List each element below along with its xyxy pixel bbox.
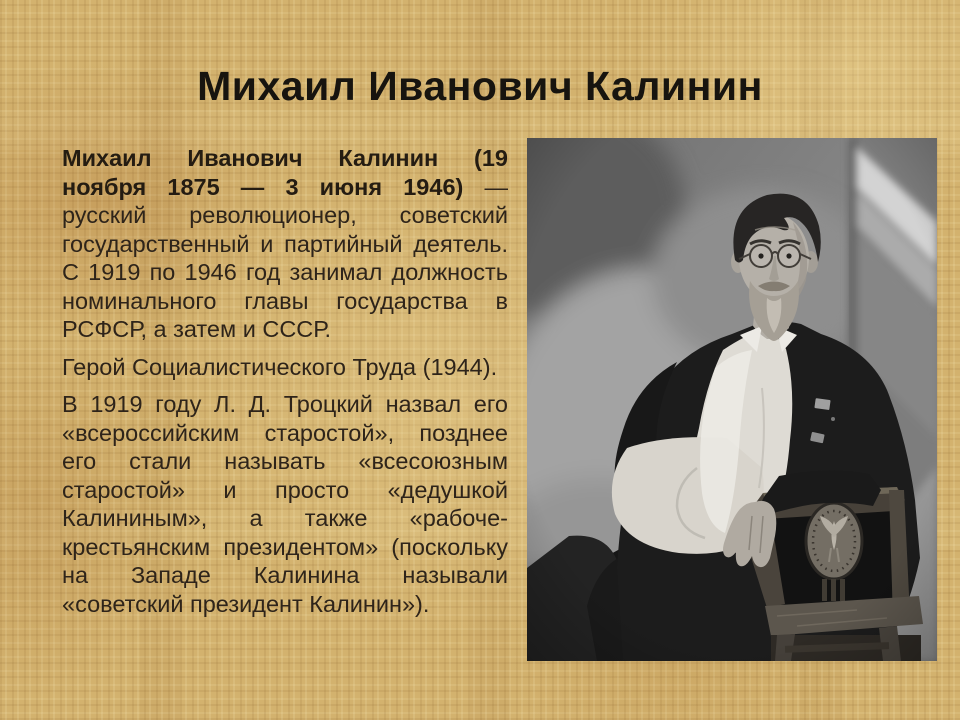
biography-rest: — русский революционер, советский государственный и партийный деятель. С 1919 по 1946 год занимал должность номинального главы государства в РСФСР, а затем и СССР. bbox=[62, 173, 508, 342]
slide-title: Михаил Иванович Калинин bbox=[197, 63, 763, 109]
portrait-photo-image bbox=[527, 138, 937, 661]
photo-vignette bbox=[527, 138, 937, 661]
paragraph-hero-title: Герой Социалистического Труда (1944). bbox=[62, 353, 498, 380]
body-text bbox=[62, 144, 508, 627]
paragraph-nicknames: В 1919 году Л. Д. Троцкий назвал его «всероссийским старостой», позднее его стали называть «всесоюзным старостой» и просто «дедушкой Калининым», а также «рабоче-крестьянским президентом» (поскольку на Западе Калинина называли «советский президент Калинин»). bbox=[62, 391, 508, 617]
paragraph-biography bbox=[62, 144, 508, 344]
biography-bold-intro: Михаил Иванович Калинин (19 ноября 1875 — 3 июня 1946) bbox=[62, 145, 508, 200]
portrait-photo bbox=[527, 138, 937, 661]
